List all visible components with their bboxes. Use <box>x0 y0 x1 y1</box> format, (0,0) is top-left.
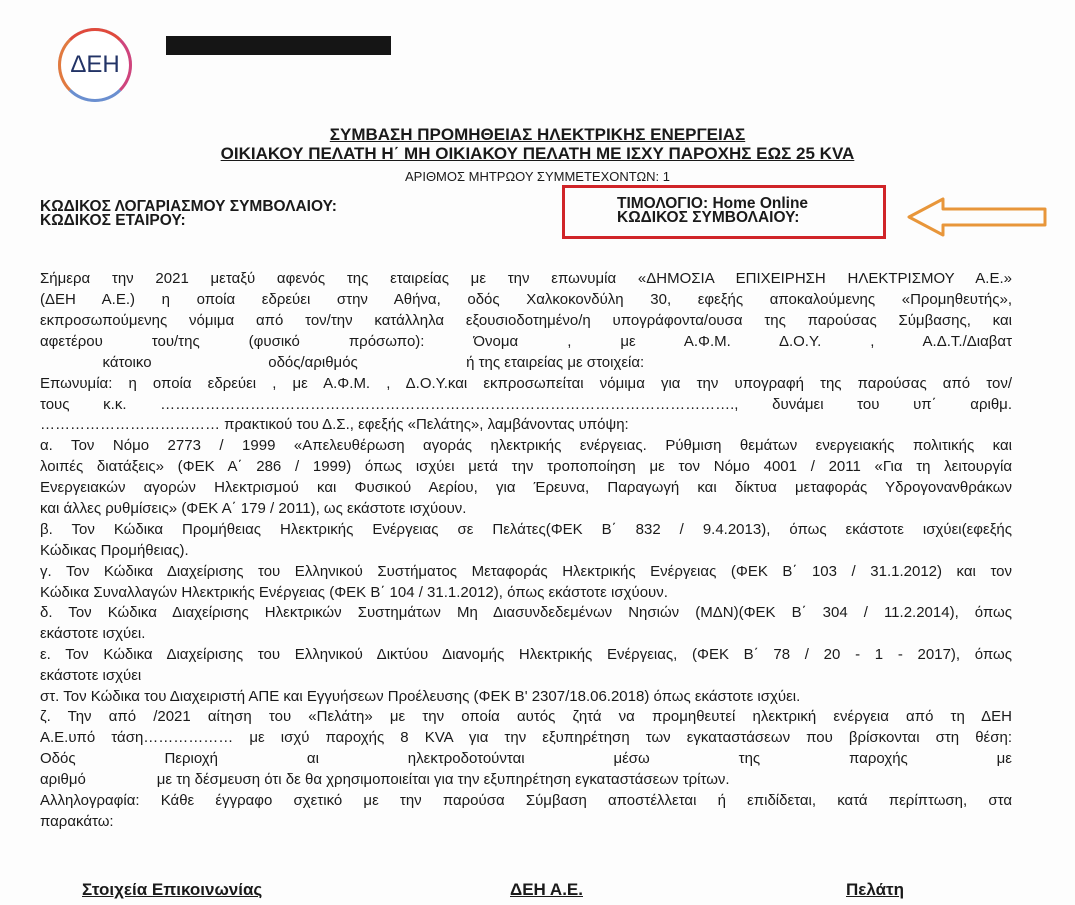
highlight-box <box>562 185 886 239</box>
company-heading: ΔΕΗ Α.Ε. <box>510 880 583 899</box>
body-line: Αλληλογραφία: Κάθε έγγραφο σχετικό με την παρούσα Σύμβαση αποστέλλεται ή επιδίδεται, κατά περίπτωση, στα <box>40 792 1012 809</box>
body-line: γ. Τον Κώδικα Διαχείρισης του Ελληνικού Συστήματος Μεταφοράς Ηλεκτρικής Ενέργειας (ΦΕΚ Β΄ 103 / 31.1.2012) και τον <box>40 563 1012 580</box>
document-title: ΣΥΜΒΑΣΗ ΠΡΟΜΗΘΕΙΑΣ ΗΛΕΚΤΡΙΚΗΣ ΕΝΕΡΓΕΙΑΣ <box>329 125 746 144</box>
body-line: Ενεργειακών αγορών Ηλεκτρισμού και Φυσικού Αερίου, για Έρευνα, Παραγωγή και δίκτυα μεταφοράς Υδρογονανθράκων <box>40 479 1012 496</box>
body-line: παρακάτω: <box>40 813 114 830</box>
contract-code-label: ΚΩΔΙΚΟΣ ΣΥΜΒΟΛΑΙΟΥ: <box>617 209 800 226</box>
body-line: εκάστοτε ισχύει <box>40 667 142 684</box>
body-line: εκπροσωπούμενης νόμιμα από τον/την κατάλληλα εξουσιοδοτημένο/η υπογράφοντα/ουσα της παρούσας Σύμβασης, και <box>40 312 1012 329</box>
left-arrow-icon <box>905 196 1050 238</box>
partner-code-label: ΚΩΔΙΚΟΣ ΕΤΑΙΡΟΥ: <box>40 212 186 229</box>
body-line: τους κ.κ. ……………………………………………………………………………………………………., δυνάμει του υπ΄ αριθμ. <box>40 396 1012 413</box>
body-line: κάτοικο οδός/αριθμός ή της εταιρείας με στοιχεία: <box>40 354 645 371</box>
body-line: αριθμό με τη δέσμευση ότι δε θα χρησιμοποιείται για την εξυπηρέτηση εγκαταστάσεων τρίτων. <box>40 771 730 788</box>
body-line: Επωνυμία: η οποία εδρεύει , με Α.Φ.Μ. , Δ.Ο.Υ.και εκπροσωπείται νόμιμα για την υπογραφή της παρούσας από τον/ <box>40 375 1012 392</box>
body-line: Οδός Περιοχή αι ηλεκτροδοτούνται μέσω της παροχής με <box>40 750 1012 767</box>
body-line: δ. Τον Κώδικα Διαχείρισης Ηλεκτρικών Συστημάτων Μη Διασυνδεδεμένων Νησιών (ΜΔΝ)(ΦΕΚ Β΄ 304 / 11.2.2014), όπως <box>40 604 1012 621</box>
body-line: ……………………………… πρακτικού του Δ.Σ., εφεξής «Πελάτης», λαμβάνοντας υπόψη: <box>40 416 629 433</box>
body-line: λοιπές διατάξεις» (ΦΕΚ Α΄ 286 / 1999) όπως ισχύει μετά την τροποποίηση με τον Νόμο 4001 / 2011 «Για τη λειτουργία <box>40 458 1012 475</box>
registry-number: ΑΡΙΘΜΟΣ ΜΗΤΡΩΟΥ ΣΥΜΜΕΤΕΧΟΝΤΩΝ: 1 <box>404 169 671 184</box>
contact-info-heading: Στοιχεία Επικοινωνίας <box>82 880 263 899</box>
body-line: αφετέρου του/της (φυσικό πρόσωπο): Όνομα , με Α.Φ.Μ. Δ.Ο.Υ. , Α.Δ.Τ./Διαβατ <box>40 333 1012 350</box>
body-line: α. Τον Νόμο 2773 / 1999 «Απελευθέρωση αγοράς ηλεκτρικής ενέργειας. Ρύθμιση θεμάτων ενεργειακής πολιτικής και <box>40 437 1012 454</box>
redacted-header <box>166 36 391 55</box>
document-subtitle: ΟΙΚΙΑΚΟΥ ΠΕΛΑΤΗ Η΄ ΜΗ ΟΙΚΙΑΚΟΥ ΠΕΛΑΤΗ ΜΕ ΙΣΧΥ ΠΑΡΟΧΗΣ ΕΩΣ 25 KVA <box>220 144 855 163</box>
body-line: β. Τον Κώδικα Προμήθειας Ηλεκτρικής Ενέργειας σε Πελάτες(ΦΕΚ Β΄ 832 / 9.4.2013), όπως εκάστοτε ισχύει(εφεξής <box>40 521 1012 538</box>
body-line: (ΔΕΗ Α.Ε.) η οποία εδρεύει στην Αθήνα, οδός Χαλκοκονδύλη 30, εφεξής αποκαλούμενης «Προμηθευτής», <box>40 291 1012 308</box>
body-line: Κώδικα Συναλλαγών Ηλεκτρικής Ενέργειας (ΦΕΚ Β΄ 104 / 31.1.2012), όπως εκάστοτε ισχύουν. <box>40 584 668 601</box>
body-line: στ. Τον Κώδικα του Διαχειριστή ΑΠΕ και Εγγυήσεων Προέλευσης (ΦΕΚ Β' 2307/18.06.2018) όπως εκάστοτε ισχύει. <box>40 688 801 705</box>
body-line: και άλλες ρυθμίσεις» (ΦΕΚ Α΄ 179 / 2011), ως εκάστοτε ισχύουν. <box>40 500 467 517</box>
body-line: Α.Ε.υπό τάση……………… με ισχύ παροχής 8 KVA για την εξυπηρέτηση των εγκαταστάσεων που βρίσκονται στη θέση: <box>40 729 1012 746</box>
account-code-label: ΚΩΔΙΚΟΣ ΛΟΓΑΡΙΑΣΜΟΥ ΣΥΜΒΟΛΑΙΟΥ: <box>40 198 337 215</box>
body-line: εκάστοτε ισχύει. <box>40 625 146 642</box>
body-line: Κώδικας Προμήθειας). <box>40 542 189 559</box>
logo-text: ΔΕΗ <box>70 51 120 78</box>
tariff-label: ΤΙΜΟΛΟΓΙΟ: Home Online <box>617 195 809 212</box>
body-line: Σήμερα την 2021 μεταξύ αφενός της εταιρείας με την επωνυμία «ΔΗΜΟΣΙΑ ΕΠΙΧΕΙΡΗΣΗ ΗΛΕΚΤΡΙΣΜΟΥ Α.Ε.» <box>40 270 1012 287</box>
customer-heading: Πελάτη <box>846 880 905 899</box>
company-logo <box>58 28 132 102</box>
body-line: ζ. Την από /2021 αίτηση του «Πελάτη» με την οποία αυτός ζητά να προμηθευτεί ηλεκτρική ενέργεια από τη ΔΕΗ <box>40 708 1012 725</box>
body-line: ε. Τον Κώδικα Διαχείρισης του Ελληνικού Δικτύου Διανομής Ηλεκτρικής Ενέργειας, (ΦΕΚ Β΄ 78 / 20 - 1 - 2017), όπως <box>40 646 1012 663</box>
